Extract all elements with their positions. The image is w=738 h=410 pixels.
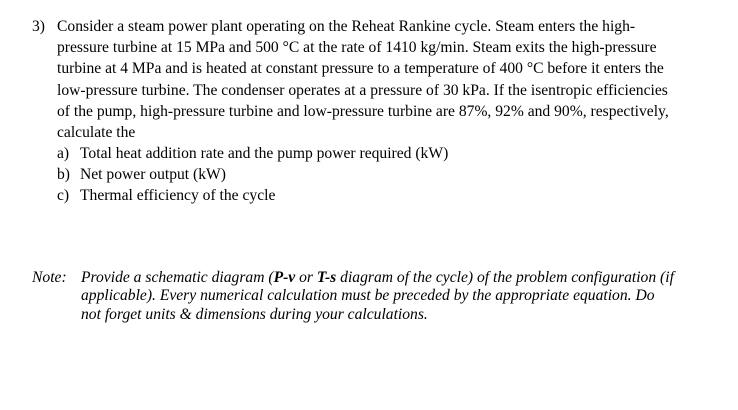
pv-diagram-term: P-v (273, 269, 296, 286)
note-text-segment: Provide a schematic diagram ( (81, 269, 274, 286)
subpart-text: Thermal efficiency of the cycle (80, 187, 276, 205)
subpart-letter: c) (57, 187, 70, 205)
problem-line: of the pump, high-pressure turbine and low-pressure turbine are 87%, 92% and 90%, respectively, (57, 102, 669, 120)
note-text-segment: or (295, 269, 317, 286)
subpart-list (57, 143, 697, 207)
note-body (81, 269, 711, 324)
subpart-b (57, 164, 697, 185)
problem-line: turbine at 4 MPa and is heated at constant pressure to a temperature of 400 °C before it enters the (57, 60, 664, 78)
note-label: Note: (32, 269, 67, 286)
problem-line: calculate the (57, 123, 136, 141)
problem-line: Consider a steam power plant operating on the Reheat Rankine cycle. Steam enters the high- (57, 18, 636, 35)
note-line-1 (81, 269, 711, 287)
note-line-3: not forget units & dimensions during your calculations. (81, 305, 428, 323)
subpart-text: Net power output (kW) (80, 166, 226, 184)
note-text-segment: diagram of the cycle) of the problem configuration (if (336, 269, 674, 286)
subpart-text: Total heat addition rate and the pump power required (kW) (80, 145, 449, 162)
note-line-2: applicable). Every numerical calculation must be preceded by the appropriate equation. Do (81, 287, 655, 305)
problem-body (57, 16, 722, 143)
problem-number: 3) (32, 18, 45, 35)
subpart-letter: b) (57, 166, 70, 184)
subpart-a (57, 143, 697, 164)
subpart-letter: a) (57, 145, 70, 162)
problem-line: pressure turbine at 15 MPa and 500 °C at the rate of 1410 kg/min. Steam exits the high-pressure (57, 39, 657, 57)
ts-diagram-term: T-s (316, 269, 337, 286)
subpart-c (57, 185, 697, 206)
problem-line: low-pressure turbine. The condenser operates at a pressure of 30 kPa. If the isentropic efficiencies (57, 81, 668, 99)
